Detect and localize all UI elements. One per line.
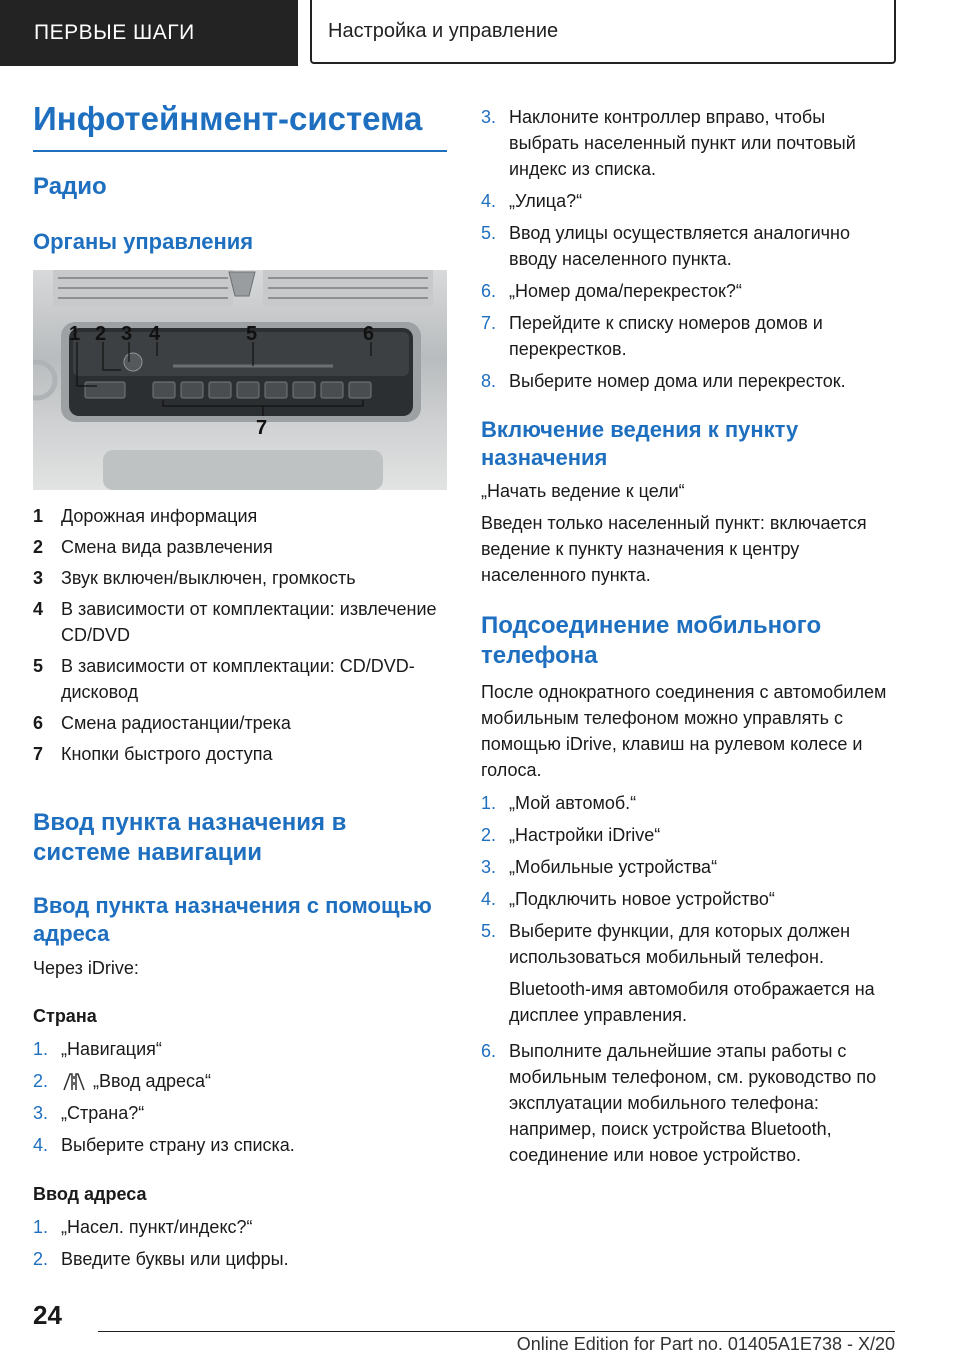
phone-steps (481, 790, 896, 1174)
radio-control-panel-photo (33, 270, 447, 490)
controls-heading: Органы управления (33, 229, 254, 254)
legend-item: 3 Звук включен/выключен, громкость (33, 568, 356, 588)
legend-item: 4 В зависимости от комплектации: извлечение CD/DVD (33, 599, 437, 645)
list-item: 7. Перейдите к списку номеров домов и перекрестков. (481, 313, 823, 359)
list-item: 2. Введите буквы или цифры. (33, 1249, 289, 1269)
legend-item: 7 Кнопки быстрого доступа (33, 744, 273, 764)
idrive-intro: Через iDrive: (33, 958, 139, 978)
list-item: 5. Ввод улицы осуществляется аналогично вводу населенного пункта. (481, 223, 850, 269)
callout-1: 1 (69, 323, 81, 345)
legend-item: 1 Дорожная информация (33, 506, 258, 526)
navigation-icon (61, 1070, 87, 1092)
callout-5: 5 (246, 323, 258, 345)
list-item: 1. „Мой автомоб.“ (481, 793, 637, 813)
section-tab (0, 0, 298, 66)
legend-item: 2 Смена вида развлечения (33, 537, 273, 557)
legend-item: 5 В зависимости от комплектации: CD/DVD-дисковод (33, 656, 415, 702)
list-item: 5. Выберите функции, для которых должен использоваться мобильный телефон. (481, 921, 851, 967)
list-item: 3. Наклоните контроллер вправо, чтобы выбрать населенный пункт или почтовый индекс из списка. (481, 107, 856, 179)
country-heading: Страна (33, 1006, 97, 1026)
callout-4: 4 (149, 323, 161, 345)
list-item: 2. „Ввод адреса“ (33, 1071, 212, 1091)
list-item: 4. „Улица?“ (481, 191, 583, 211)
guidance-note: Введен только населенный пункт: включается ведение к пункту назначения к центру населенного пункта. (481, 513, 867, 585)
edition-info: Online Edition for Part no. 01405A1E738 - X/20 (516, 1334, 895, 1354)
list-item: 8. Выберите номер дома или перекресток. (481, 371, 846, 391)
address-heading: Ввод адреса (33, 1184, 147, 1204)
address-entry-heading: Ввод пункта назначения с помощью адреса (33, 893, 432, 946)
list-item: 3. „Страна?“ (33, 1103, 145, 1123)
chapter-title: Настройка и управление (328, 19, 559, 42)
address-steps-left (33, 1214, 447, 1278)
phone-intro: После однократного соединения с автомобилем мобильным телефоном можно управлять с помощью iDrive, клавиш на рулевом колесе и голоса. (481, 682, 887, 780)
address-steps-right (481, 104, 896, 400)
navigation-heading: Ввод пункта назначения в системе навигации (33, 809, 347, 866)
list-item: 1. „Навигация“ (33, 1039, 162, 1059)
page-number: 24 (33, 1300, 62, 1330)
list-item: 2. „Настройки iDrive“ (481, 825, 661, 845)
callout-7: 7 (256, 417, 268, 439)
guidance-heading: Включение ведения к пункту назначения (481, 417, 799, 470)
callout-3: 3 (121, 323, 133, 345)
legend-item: 6 Смена радиостанции/трека (33, 713, 291, 733)
phone-heading: Подсоединение мобильного телефона (481, 612, 822, 669)
list-item: 1. „Насел. пункт/индекс?“ (33, 1217, 253, 1237)
callout-2: 2 (95, 323, 107, 345)
list-item: 4. Выберите страну из списка. (33, 1135, 295, 1155)
guidance-command: „Начать ведение к цели“ (481, 481, 685, 501)
list-item: 4. „Подключить новое устройство“ (481, 889, 775, 909)
callout-6: 6 (363, 323, 375, 345)
radio-heading: Радио (33, 173, 107, 200)
chapter-tab (310, 0, 896, 64)
footer-divider (98, 1331, 895, 1332)
section-title: ПЕРВЫЕ ШАГИ (34, 21, 195, 44)
list-item: 6. Выполните дальнейшие этапы работы с мобильным телефоном, см. руководство по эксплуатации мобильного телефона: например, поиск устройства Bluetooth, соединение или новое устройство. (481, 1041, 877, 1165)
page-title: Инфотейнмент-система (33, 100, 447, 152)
country-steps (33, 1036, 447, 1164)
radio-panel-illustration (33, 270, 447, 490)
list-item: 6. „Номер дома/перекресток?“ (481, 281, 742, 301)
step-note: Bluetooth-имя автомобиля отображается на дисплее управления. (509, 979, 875, 1025)
controls-legend (33, 503, 447, 772)
list-item: 3. „Мобильные устройства“ (481, 857, 718, 877)
